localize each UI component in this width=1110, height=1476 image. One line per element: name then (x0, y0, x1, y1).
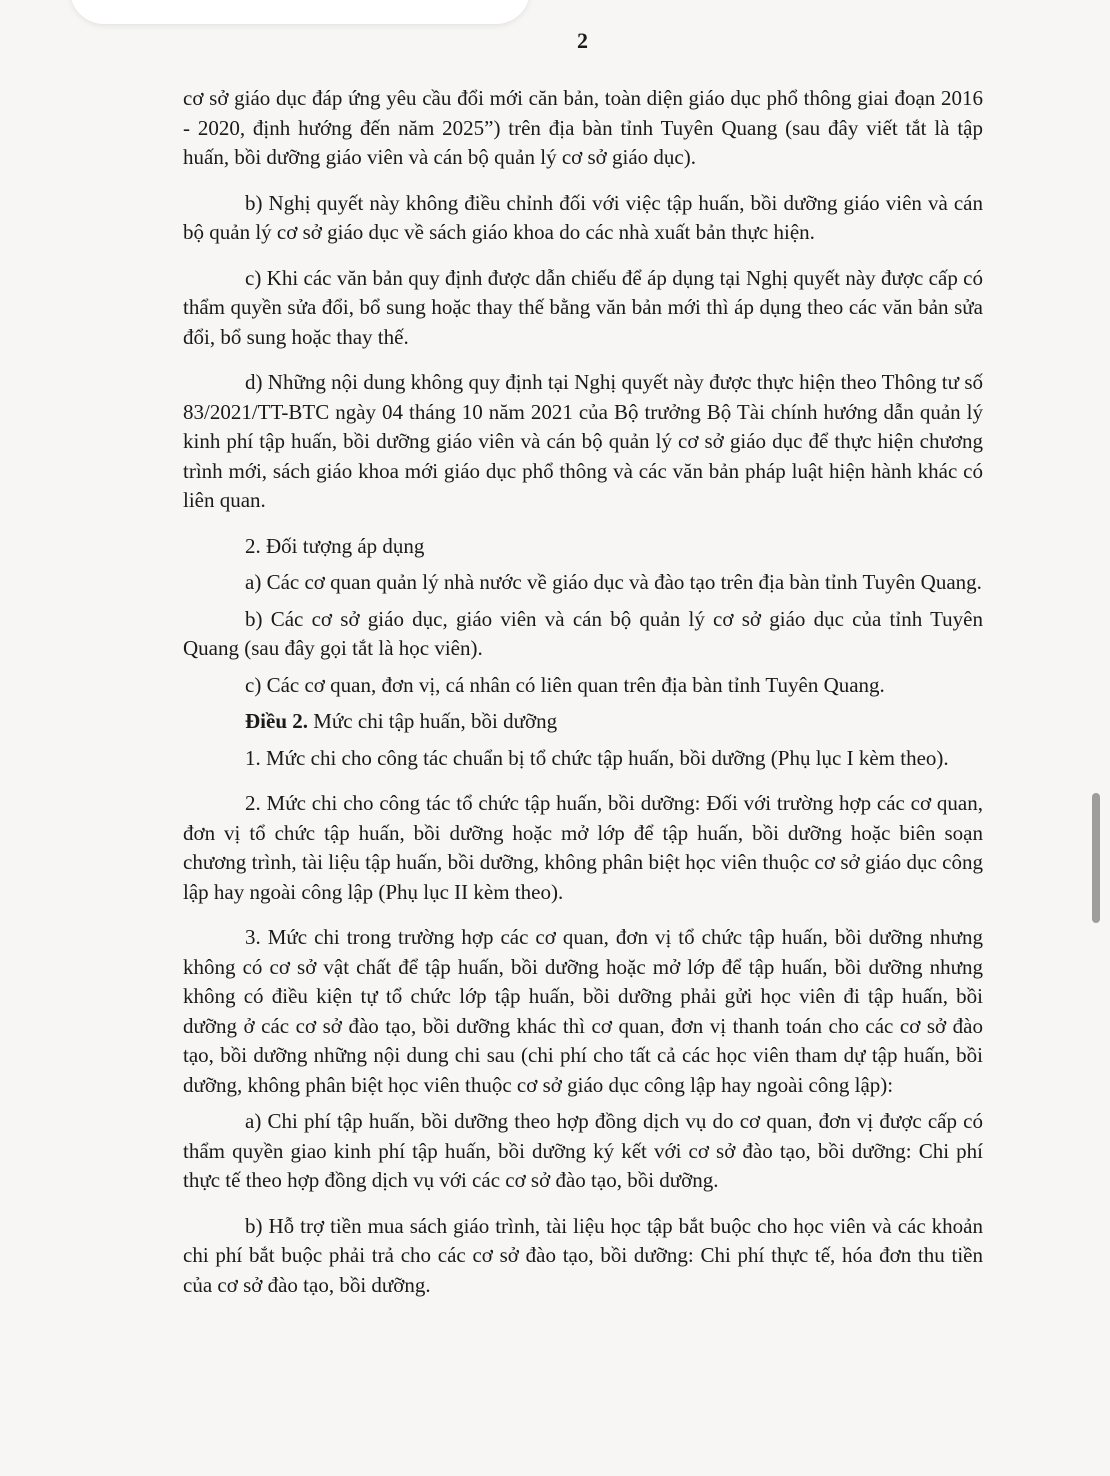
paragraph-subjects-a: a) Các cơ quan quản lý nhà nước về giáo dục và đào tạo trên địa bàn tỉnh Tuyên Quang. (245, 570, 982, 594)
paragraph-article2-3b: b) Hỗ trợ tiền mua sách giáo trình, tài liệu học tập bắt buộc cho học viên và các khoản chi phí bắt buộc phải trả cho các cơ sở đào tạo, bồi dưỡng: Chi phí thực tế, hóa đơn thu tiền của cơ sở đào tạo, bồi dưỡng. (183, 1213, 983, 1297)
top-overlay-panel (70, 0, 530, 24)
paragraph-subjects-b: b) Các cơ sở giáo dục, giáo viên và cán bộ quản lý cơ sở giáo dục của tỉnh Tuyên Quang (sau đây gọi tắt là học viên). (183, 606, 983, 660)
document-body (183, 84, 983, 1300)
page-number: 2 (577, 28, 588, 53)
paragraph-scope-c: c) Khi các văn bản quy định được dẫn chiếu để áp dụng tại Nghị quyết này được cấp có thẩm quyền sửa đổi, bổ sung hoặc thay thế bằng văn bản mới thì áp dụng theo các văn bản sửa đổi, bổ sung hoặc thay thế. (183, 265, 983, 349)
paragraph-subjects-c: c) Các cơ quan, đơn vị, cá nhân có liên quan trên địa bàn tỉnh Tuyên Quang. (245, 672, 885, 697)
article-2-label: Điều 2. (245, 709, 308, 733)
article-2-heading (183, 707, 983, 737)
paragraph-article2-3: 3. Mức chi trong trường hợp các cơ quan, đơn vị tổ chức tập huấn, bồi dưỡng nhưng không có cơ sở vật chất để tập huấn, bồi dưỡng hoặc mở lớp để tập huấn, bồi dưỡng nhưng không có điều kiện tự tổ chức lớp tập huấn, bồi dưỡng phải gửi học viên đi tập huấn, bồi dưỡng ở các cơ sở đào tạo, bồi dưỡng khác thì cơ quan, đơn vị thanh toán cho các cơ sở đào tạo, bồi dưỡng những nội dung chi sau (chi phí cho tất cả các học viên tham dự tập huấn, bồi dưỡng, không phân biệt học viên thuộc cơ sở giáo dục công lập hay ngoài công lập): (183, 925, 983, 1097)
paragraph-scope-d: d) Những nội dung không quy định tại Nghị quyết này được thực hiện theo Thông tư số 83/2021/TT-BTC ngày 04 tháng 10 năm 2021 của Bộ trưởng Bộ Tài chính hướng dẫn quản lý kinh phí tập huấn, bồi dưỡng giáo viên và cán bộ quản lý cơ sở giáo dục để thực hiện chương trình mới, sách giáo khoa mới giáo dục phổ thông và các văn bản pháp luật hiện hành khác có liên quan. (183, 370, 983, 512)
paragraph-article2-2: 2. Mức chi cho công tác tổ chức tập huấn, bồi dưỡng: Đối với trường hợp các cơ quan, đơn vị tổ chức tập huấn, bồi dưỡng hoặc mở lớp để tập huấn, bồi dưỡng hoặc biên soạn chương trình, tài liệu tập huấn, bồi dưỡng, không phân biệt học viên thuộc cơ sở giáo dục công lập hay ngoài công lập (Phụ lục II kèm theo). (183, 791, 983, 904)
paragraph-article2-3a: a) Chi phí tập huấn, bồi dưỡng theo hợp đồng dịch vụ do cơ quan, đơn vị được cấp có thẩm quyền giao kinh phí tập huấn, bồi dưỡng ký kết với cơ sở đào tạo, bồi dưỡng: Chi phí thực tế theo hợp đồng dịch vụ với các cơ sở đào tạo, bồi dưỡng. (183, 1109, 983, 1192)
article-2-title: Mức chi tập huấn, bồi dưỡng (308, 709, 558, 733)
paragraph-scope-b: b) Nghị quyết này không điều chỉnh đối với việc tập huấn, bồi dưỡng giáo viên và cán bộ quản lý cơ sở giáo dục về sách giáo khoa do các nhà xuất bản thực hiện. (183, 190, 983, 244)
paragraph-article2-1: 1. Mức chi cho công tác chuẩn bị tổ chức tập huấn, bồi dưỡng (Phụ lục I kèm theo). (245, 745, 949, 770)
paragraph-scope-continuation: cơ sở giáo dục đáp ứng yêu cầu đổi mới căn bản, toàn diện giáo dục phổ thông giai đoạn 2016 - 2020, định hướng đến năm 2025”) trên địa bàn tỉnh Tuyên Quang (sau đây viết tắt là tập huấn, bồi dưỡng giáo viên và cán bộ quản lý cơ sở giáo dục). (183, 86, 983, 169)
scrollbar-thumb[interactable] (1092, 793, 1100, 923)
section-heading-applicable-subjects: 2. Đối tượng áp dụng (245, 533, 425, 558)
